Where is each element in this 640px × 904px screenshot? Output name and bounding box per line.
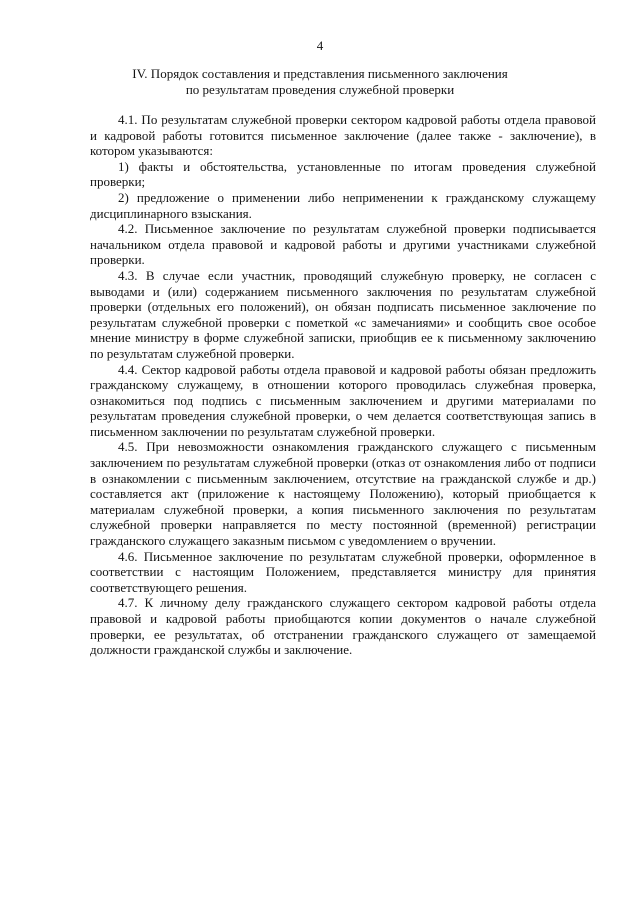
- paragraph-4-7: 4.7. К личному делу гражданского служащего сектором кадровой работы отдела правовой и кадровой работы приобщаются копии документов о начале служебной проверки, ее результатах, об отстранении гражданского служащего от замещаемой должности гражданской службы и заключение.: [90, 595, 596, 658]
- paragraph-4-3: 4.3. В случае если участник, проводящий служебную проверку, не согласен с выводами и (или) содержанием письменного заключения по результатам служебной проверки (отдельных его положений), он обязан подписать письменное заключение по результатам служебной проверки с пометкой «с замечаниями» и сообщить свое особое мнение министру в форме служебной записки, приобщив ее к письменному заключению по результатам служебной проверки.: [90, 267, 596, 361]
- document-body: [90, 112, 596, 658]
- paragraph-item-2: 2) предложение о применении либо неприменении к гражданскому служащему дисциплинарного взыскания.: [90, 189, 596, 221]
- section-heading: [0, 66, 640, 97]
- page-number: 4: [316, 38, 324, 53]
- paragraph-4-4: 4.4. Сектор кадровой работы отдела правовой и кадровой работы обязан предложить гражданскому служащему, в отношении которого проводилась служебная проверка, ознакомиться под подпись с письменным заключением и другими материалами по результатам проведения служебной проверки, о чем делается соответствующая запись в письменном заключении по результатам служебной проверки.: [90, 361, 596, 439]
- section-heading-line-2: по результатам проведения служебной проверки: [185, 81, 455, 97]
- section-heading-line-1: IV. Порядок составления и представления письменного заключения: [132, 66, 508, 81]
- paragraph-4-5: 4.5. При невозможности ознакомления гражданского служащего с письменным заключением по результатам служебной проверки (отказ от ознакомления либо от подписи в ознакомлении с письменным заключением, отсутствие на гражданской службе и др.) составляется акт (приложение к настоящему Положению), который приобщается к материалам служебной проверки, а копия письменного заключения по результатам служебной проверки направляется по месту постоянной (временной) регистрации гражданского служащего заказным письмом с уведомлением о вручении.: [90, 439, 596, 549]
- paragraph-item-1: 1) факты и обстоятельства, установленные по итогам проведения служебной проверки;: [90, 158, 596, 190]
- paragraph-4-6: 4.6. Письменное заключение по результатам служебной проверки, оформленное в соответствии с настоящим Положением, представляется министру для принятия соответствующего решения.: [90, 548, 596, 595]
- paragraph-4-2: 4.2. Письменное заключение по результатам служебной проверки подписывается начальником отдела правовой и кадровой работы и другими участниками служебной проверки.: [90, 221, 596, 268]
- paragraph-4-1: 4.1. По результатам служебной проверки сектором кадровой работы отдела правовой и кадровой работы готовится письменное заключение (далее также - заключение), в котором указываются:: [90, 112, 596, 159]
